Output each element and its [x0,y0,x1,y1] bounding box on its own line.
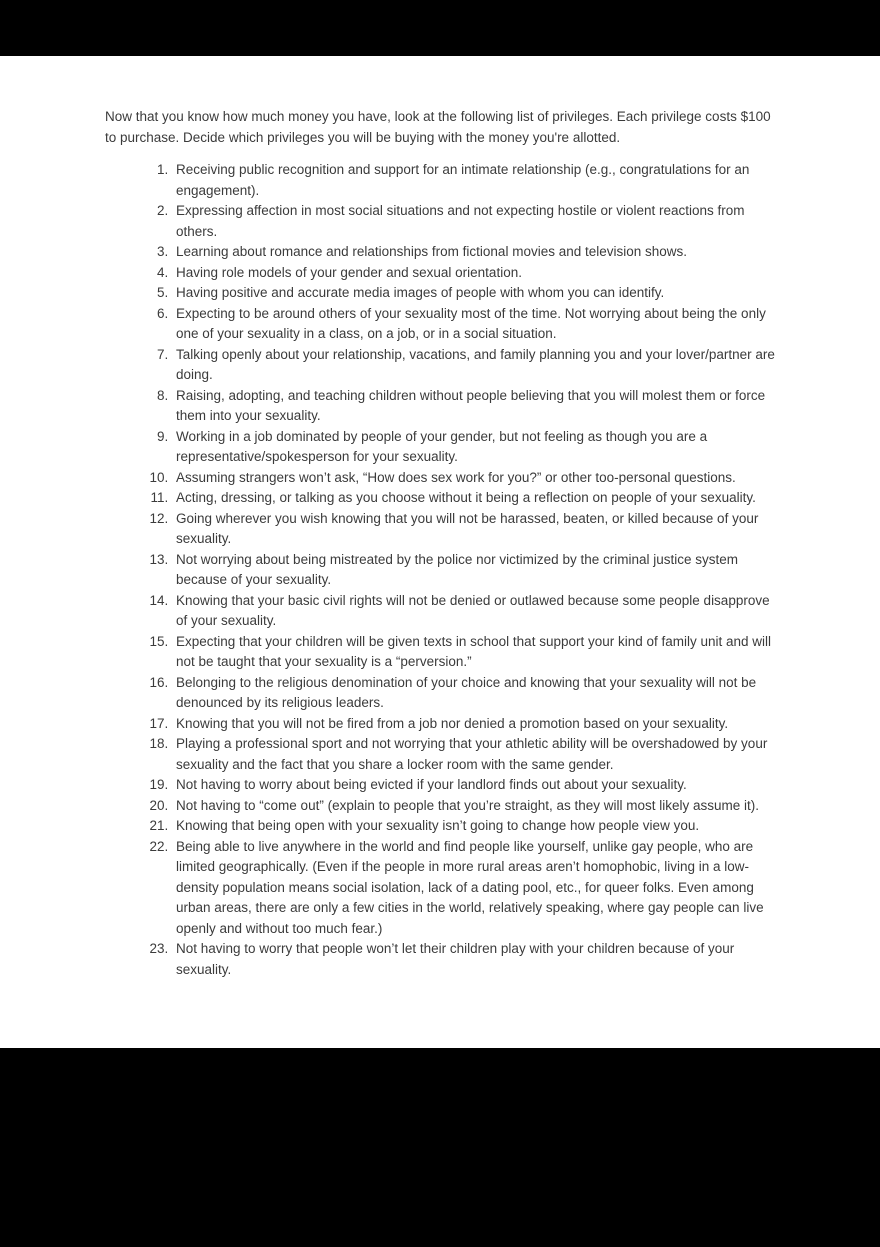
privilege-list [105,160,777,980]
privilege-list-item: 2. Expressing affection in most social situations and not expecting hostile or violent reactions from others. [172,201,777,242]
privilege-list-item: 5. Having positive and accurate media images of people with whom you can identify. [172,283,777,304]
privilege-list-item: 6. Expecting to be around others of your sexuality most of the time. Not worrying about being the only one of your sexuality in a class, on a job, or in a social situation. [172,304,777,345]
privilege-list-item: 22. Being able to live anywhere in the world and find people like yourself, unlike gay people, who are limited geographically. (Even if the people in more rural areas aren’t homophobic, living in a low-density population means social isolation, lack of a dating pool, etc., for queer folks. Even among urban areas, there are only a few cities in the world, relatively speaking, where gay people can live openly and without too much fear.) [172,837,777,940]
privilege-list-item: 12. Going wherever you wish knowing that you will not be harassed, beaten, or killed because of your sexuality. [172,509,777,550]
privilege-list-item: 23. Not having to worry that people won’t let their children play with your children because of your sexuality. [172,939,777,980]
privilege-list-item: 3. Learning about romance and relationships from fictional movies and television shows. [172,242,777,263]
privilege-list-item: 10. Assuming strangers won’t ask, “How does sex work for you?” or other too-personal questions. [172,468,777,489]
privilege-list-item: 14. Knowing that your basic civil rights will not be denied or outlawed because some people disapprove of your sexuality. [172,591,777,632]
privilege-list-item: 8. Raising, adopting, and teaching children without people believing that you will molest them or force them into your sexuality. [172,386,777,427]
privilege-list-item: 4. Having role models of your gender and sexual orientation. [172,263,777,284]
privilege-list-item: 20. Not having to “come out” (explain to people that you’re straight, as they will most likely assume it). [172,796,777,817]
document-page [0,56,880,1048]
privilege-list-item: 11. Acting, dressing, or talking as you choose without it being a reflection on people of your sexuality. [172,488,777,509]
bottom-letterbox [0,1048,880,1247]
privilege-list-item: 16. Belonging to the religious denomination of your choice and knowing that your sexuality will not be denounced by its religious leaders. [172,673,777,714]
intro-paragraph: Now that you know how much money you have, look at the following list of privileges. Each privilege costs $100 to purchase. Decide which privileges you will be buying with the money you're allotted. [105,109,771,145]
privilege-list-item: 19. Not having to worry about being evicted if your landlord finds out about your sexuality. [172,775,777,796]
privilege-list-item: 7. Talking openly about your relationship, vacations, and family planning you and your lover/partner are doing. [172,345,777,386]
privilege-list-item: 17. Knowing that you will not be fired from a job nor denied a promotion based on your sexuality. [172,714,777,735]
privilege-list-item: 1. Receiving public recognition and support for an intimate relationship (e.g., congratulations for an engagement). [172,160,777,201]
privilege-list-item: 13. Not worrying about being mistreated by the police nor victimized by the criminal justice system because of your sexuality. [172,550,777,591]
top-letterbox [0,0,880,56]
privilege-list-item: 15. Expecting that your children will be given texts in school that support your kind of family unit and will not be taught that your sexuality is a “perversion.” [172,632,777,673]
privilege-list-item: 18. Playing a professional sport and not worrying that your athletic ability will be overshadowed by your sexuality and the fact that you share a locker room with the same gender. [172,734,777,775]
privilege-list-item: 9. Working in a job dominated by people of your gender, but not feeling as though you are a representative/spokesperson for your sexuality. [172,427,777,468]
privilege-list-item: 21. Knowing that being open with your sexuality isn’t going to change how people view you. [172,816,777,837]
